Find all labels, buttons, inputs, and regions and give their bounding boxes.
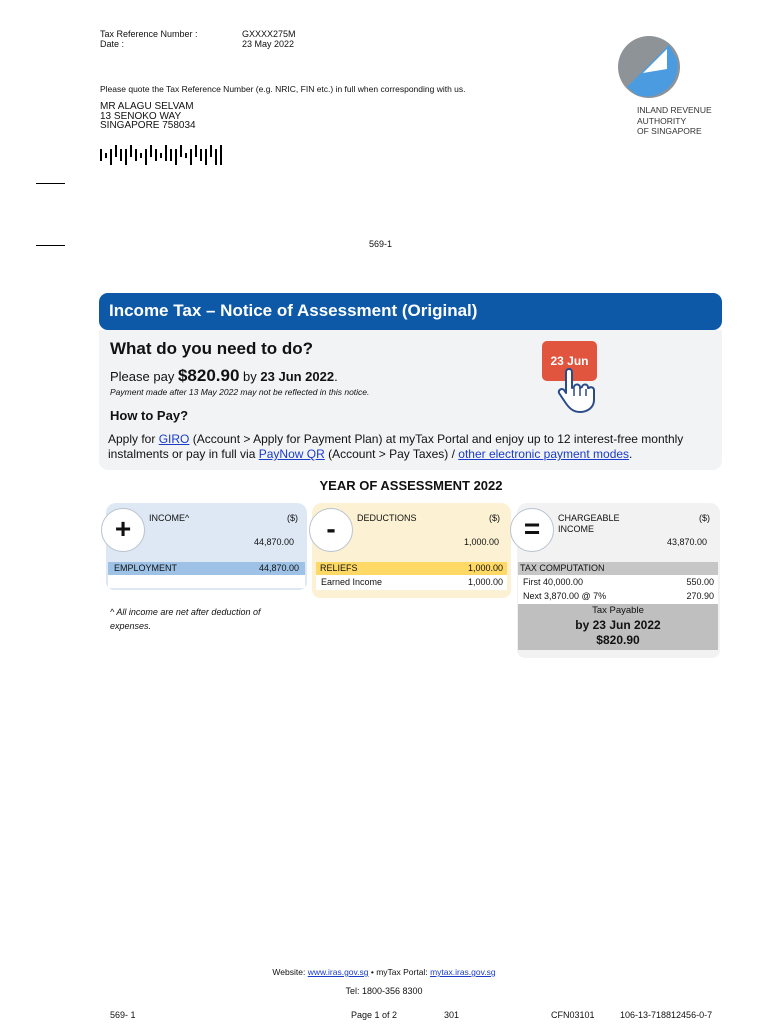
other-payment-modes-link[interactable]: other electronic payment modes (458, 447, 630, 461)
iras-website-link[interactable]: www.iras.gov.sg (307, 967, 369, 977)
addressee-name: MR ALAGU SELVAM (100, 101, 194, 112)
giro-link[interactable]: GIRO (158, 432, 190, 446)
pay-due-date: 23 Jun 2022 (260, 369, 335, 384)
payment-note: Payment made after 13 May 2022 may not be reflected in this notice. (110, 387, 370, 397)
pay-amount: $820.90 (177, 366, 240, 385)
employment-row (108, 562, 305, 575)
deductions-total: 1,000.00 (464, 537, 500, 547)
tax-computation-header (518, 562, 718, 575)
fold-mark-1 (36, 183, 65, 184)
chargeable-total: 43,870.00 (667, 537, 708, 547)
plus-icon: + (101, 508, 145, 552)
paynow-link[interactable]: PayNow QR (258, 447, 325, 461)
todo-title: What do you need to do? (110, 339, 314, 358)
equals-icon: = (510, 508, 554, 552)
due-date-badge: 23 Jun (542, 341, 597, 381)
footer-doc-code: 569- 1 (110, 1010, 136, 1020)
doc-code-top: 569-1 (369, 239, 393, 249)
tax-meta-values (242, 29, 296, 49)
tax-computation-rows (518, 575, 718, 604)
how-to-pay-text: Apply for GIRO (Account > Apply for Payment Plan) at myTax Portal and enjoy up to 12 interest-free monthly instalments or pay in full via PayNow QR (Account > Pay Taxes) / other electronic payment modes. (108, 432, 684, 461)
reliefs-value: 1,000.00 (467, 563, 503, 573)
tax-payable-label: Tax Payable (592, 605, 644, 616)
income-total: 44,870.00 (254, 537, 295, 547)
earned-income-label: Earned Income (321, 577, 383, 587)
employment-value: 44,870.00 (258, 563, 299, 573)
tax-ref-value: GXXXX275M (242, 29, 296, 39)
footer-reference: 106-13-718812456-0-7 (620, 1010, 713, 1020)
how-to-pay-title: How to Pay? (110, 408, 189, 423)
computation-row-2-label: Next 3,870.00 @ 7% (523, 591, 607, 601)
minus-icon: - (309, 508, 353, 552)
tax-meta-labels (100, 29, 198, 49)
notice-banner: Income Tax – Notice of Assessment (Original) (99, 293, 722, 330)
footer-number: 301 (444, 1010, 460, 1020)
quote-note: Please quote the Tax Reference Number (e.g. NRIC, FIN etc.) in full when corresponding with us. (100, 84, 466, 94)
address-line-1: 13 SENOKO WAY (100, 110, 182, 122)
mailing-address (100, 102, 196, 131)
mytax-portal-link[interactable]: mytax.iras.gov.sg (430, 967, 496, 977)
reliefs-row (316, 562, 507, 575)
page-number: Page 1 of 2 (351, 1010, 398, 1020)
year-of-assessment: YEAR OF ASSESSMENT 2022 (319, 478, 503, 493)
footer-tel: Tel: 1800-356 8300 (345, 986, 423, 996)
income-title: INCOME^ (149, 513, 190, 523)
iras-logo-icon (617, 35, 681, 99)
hand-pointer-icon (552, 366, 600, 414)
deductions-unit: ($) (489, 513, 500, 523)
income-footnote: ^ All income are net after deduction of expenses. (110, 607, 261, 631)
pay-instruction: Please pay $820.90 by 23 Jun 2022. (110, 366, 338, 385)
footer-cfn: CFN03101 (551, 1010, 595, 1020)
computation-row-1-value: 550.00 (686, 577, 714, 587)
address-line-2: SINGAPORE 758034 (100, 120, 196, 131)
footer-links: Website: www.iras.gov.sg • myTax Portal: mytax.iras.gov.sg (272, 967, 496, 977)
chargeable-title: CHARGEABLE INCOME (558, 513, 620, 534)
tax-ref-label: Tax Reference Number : (100, 29, 198, 39)
tax-payable-amount: $820.90 (596, 633, 640, 647)
tax-payable-due: by 23 Jun 2022 (575, 618, 661, 632)
tax-payable-box (518, 604, 718, 650)
income-unit: ($) (287, 513, 298, 523)
computation-row-2-value: 270.90 (686, 591, 714, 601)
employment-label: EMPLOYMENT (114, 563, 178, 573)
date-value: 23 May 2022 (242, 39, 295, 49)
iras-logo-text: INLAND REVENUE AUTHORITY OF SINGAPORE (637, 105, 712, 136)
tax-computation-label: TAX COMPUTATION (520, 563, 605, 573)
deductions-title: DEDUCTIONS (357, 513, 417, 523)
computation-row-1-label: First 40,000.00 (523, 577, 584, 587)
earned-income-value: 1,000.00 (467, 577, 503, 587)
chargeable-unit: ($) (699, 513, 710, 523)
income-blank-row (108, 575, 305, 588)
fold-mark-2 (36, 245, 65, 246)
reliefs-label: RELIEFS (320, 563, 358, 573)
date-label: Date : (100, 39, 125, 49)
postal-barcode (100, 145, 224, 165)
earned-income-row (316, 575, 507, 590)
